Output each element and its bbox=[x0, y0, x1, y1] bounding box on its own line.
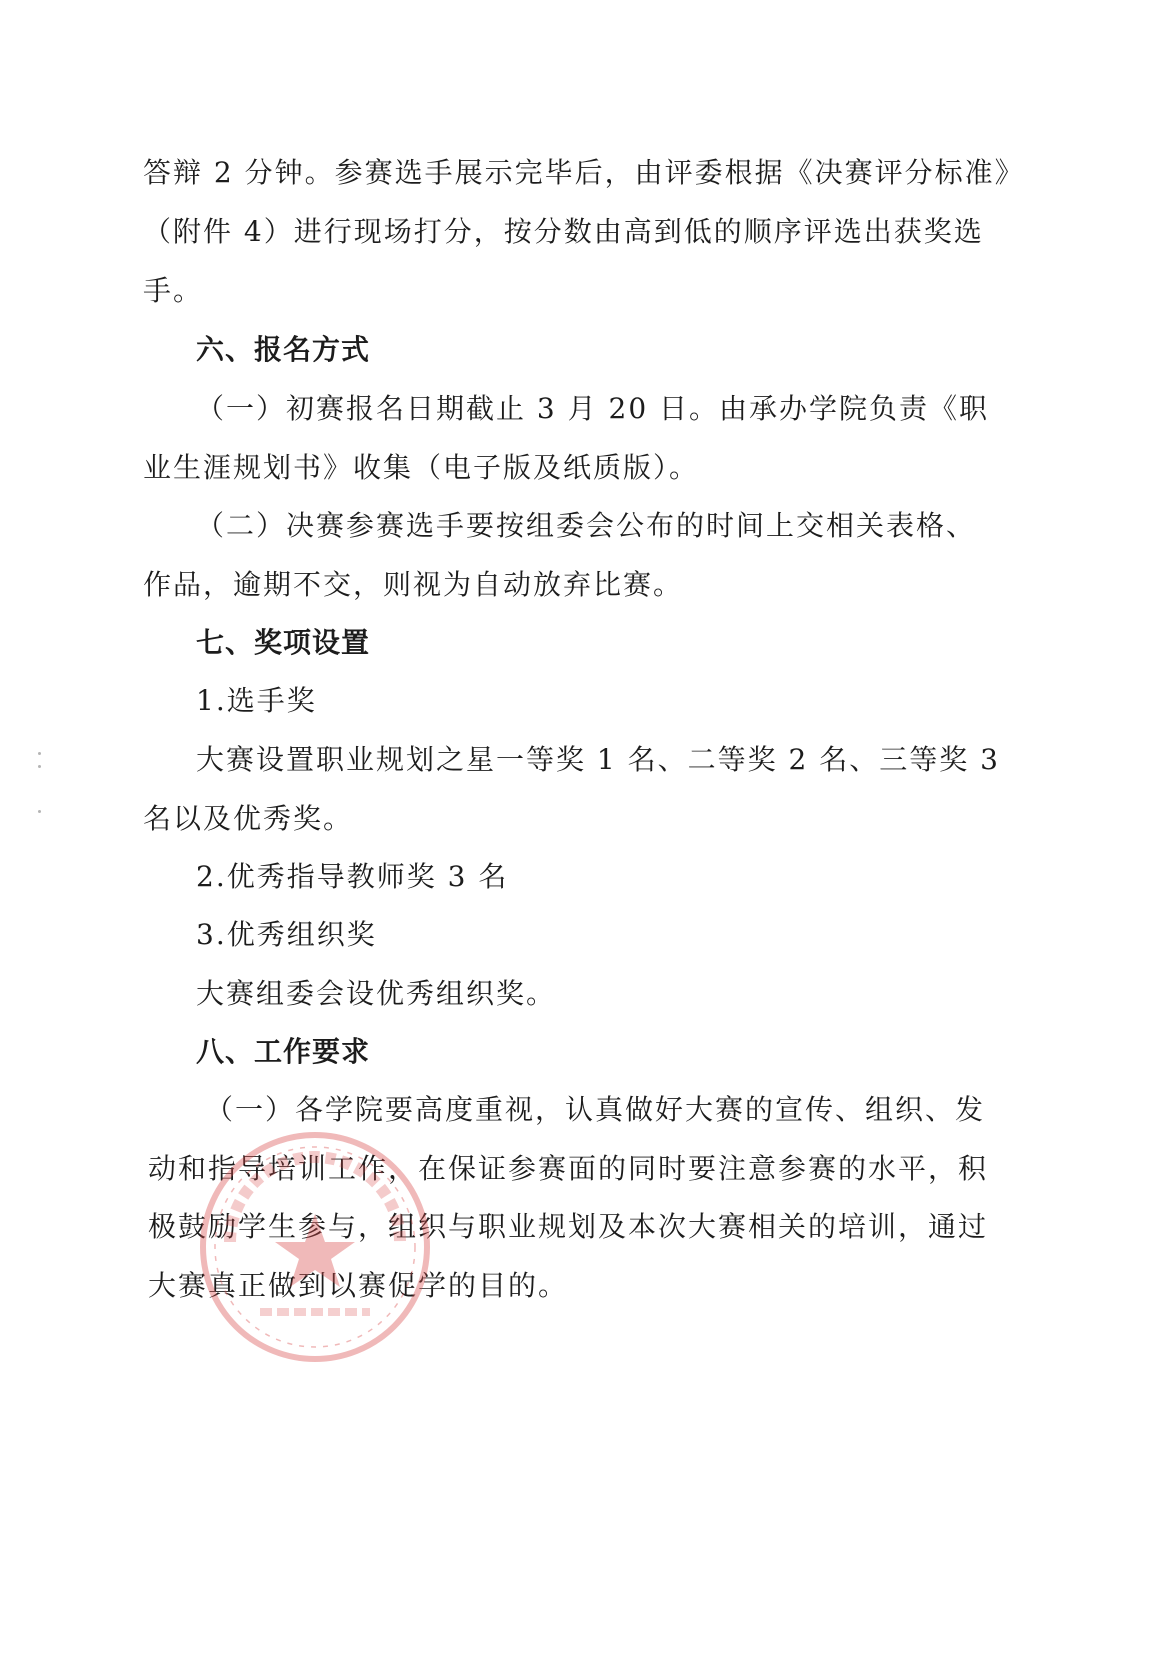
body-text-line: （一）各学院要高度重视，认真做好大赛的宣传、组织、发 bbox=[205, 1093, 986, 1126]
body-text-line: 大赛组委会设优秀组织奖。 bbox=[196, 977, 557, 1010]
body-text-line: 手。 bbox=[143, 274, 204, 307]
section-heading-requirements: 八、工作要求 bbox=[196, 1035, 371, 1068]
body-text-line: 大赛真正做到以赛促学的目的。 bbox=[148, 1269, 569, 1302]
section-heading-awards: 七、奖项设置 bbox=[196, 626, 371, 659]
body-text-line: （二）决赛参赛选手要按组委会公布的时间上交相关表格、 bbox=[196, 509, 977, 542]
body-text-line: 大赛设置职业规划之星一等奖 1 名、二等奖 2 名、三等奖 3 bbox=[196, 743, 1000, 776]
body-text-line: 名以及优秀奖。 bbox=[143, 802, 354, 835]
body-text-line: 作品，逾期不交，则视为自动放弃比赛。 bbox=[143, 568, 684, 601]
body-text-line: 极鼓励学生参与，组织与职业规划及本次大赛相关的培训，通过 bbox=[148, 1210, 989, 1243]
body-text-line: 业生涯规划书》收集（电子版及纸质版）。 bbox=[143, 451, 700, 484]
official-seal-icon bbox=[190, 1122, 440, 1372]
body-text-line: （一）初赛报名日期截止 3 月 20 日。由承办学院负责《职 bbox=[196, 392, 990, 425]
section-heading-registration: 六、报名方式 bbox=[196, 333, 371, 366]
body-text-line: （附件 4）进行现场打分，按分数由高到低的顺序评选出获奖选 bbox=[143, 215, 984, 248]
scan-speck bbox=[38, 810, 41, 813]
body-text-line: 答辩 2 分钟。参赛选手展示完毕后，由评委根据《决赛评分标准》 bbox=[143, 156, 1025, 189]
body-text-line: 动和指导培训工作，在保证参赛面的同时要注意参赛的水平，积 bbox=[148, 1152, 989, 1185]
body-text-line: 2.优秀指导教师奖 3 名 bbox=[196, 860, 509, 893]
scan-speck bbox=[38, 765, 41, 768]
body-text-line: 1.选手奖 bbox=[196, 684, 317, 717]
body-text-line: 3.优秀组织奖 bbox=[196, 918, 377, 951]
scan-speck bbox=[38, 752, 41, 755]
